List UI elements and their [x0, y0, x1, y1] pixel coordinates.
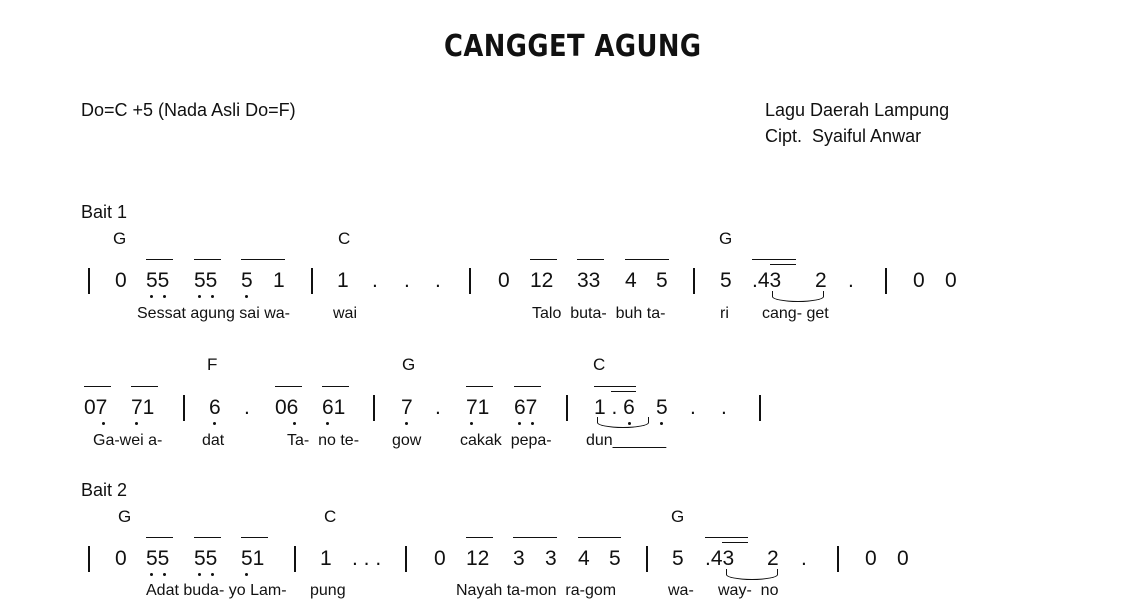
octave-dot: [531, 422, 534, 425]
beam: [625, 259, 669, 260]
lyric: cang- get: [762, 305, 829, 322]
note: 33: [577, 269, 601, 292]
lyric: Adat buda- yo Lam-: [146, 582, 287, 599]
note: 06: [275, 396, 299, 419]
beam: [514, 386, 541, 387]
octave-dot: [518, 422, 521, 425]
note: 0: [498, 269, 510, 292]
note: .: [435, 396, 441, 419]
note: 51: [241, 547, 265, 570]
barline: [88, 546, 90, 572]
barline: [294, 546, 296, 572]
octave-dot: [405, 422, 408, 425]
barline: [373, 395, 375, 421]
octave-dot: [163, 573, 166, 576]
note: .: [848, 269, 854, 292]
octave-dot: [150, 295, 153, 298]
note: 5: [656, 269, 668, 292]
chord: G: [118, 507, 132, 526]
chord: C: [324, 507, 337, 526]
slur: [772, 291, 824, 302]
beam: [705, 537, 748, 538]
note: 55: [194, 547, 218, 570]
note: 55: [146, 547, 170, 570]
chord: G: [113, 229, 127, 248]
chord: C: [338, 229, 351, 248]
song-origin: Lagu Daerah Lampung: [765, 100, 950, 120]
note: 4: [578, 547, 590, 570]
note: 12: [466, 547, 490, 570]
barline: [693, 268, 695, 294]
beam: [594, 386, 636, 387]
note: 2: [815, 269, 827, 292]
beam: [513, 537, 557, 538]
note: 55: [146, 269, 170, 292]
note: 12: [530, 269, 554, 292]
note: 61: [322, 396, 346, 419]
octave-dot: [163, 295, 166, 298]
note: 0: [913, 269, 925, 292]
beam: [466, 537, 493, 538]
note: 5: [672, 547, 684, 570]
octave-dot: [293, 422, 296, 425]
octave-dot: [198, 295, 201, 298]
lyric: wa-: [668, 582, 694, 599]
note: 5: [656, 396, 668, 419]
note: 0: [897, 547, 909, 570]
note: 6: [209, 396, 221, 419]
lyric: way- no: [718, 582, 779, 599]
barline: [183, 395, 185, 421]
verse-label: Bait 2: [81, 480, 128, 500]
note: 2: [767, 547, 779, 570]
note: .43: [705, 547, 735, 570]
lyric: dun______: [586, 432, 667, 449]
barline: [88, 268, 90, 294]
lyric: Ta- no te-: [287, 432, 360, 449]
beam: [752, 259, 796, 260]
slur: [597, 417, 649, 428]
chord: G: [719, 229, 733, 248]
barline: [311, 268, 313, 294]
slur: [726, 569, 778, 580]
barline: [759, 395, 761, 421]
barline: [885, 268, 887, 294]
note: . . .: [352, 547, 382, 570]
lyric: pung: [310, 582, 346, 599]
octave-dot: [211, 295, 214, 298]
beam: [146, 259, 173, 260]
lyric: Nayah ta-mon ra-gom: [456, 582, 617, 599]
note: 3: [513, 547, 525, 570]
chord: G: [402, 355, 416, 374]
verse-label: Bait 1: [81, 202, 128, 222]
barline: [646, 546, 648, 572]
note: 67: [514, 396, 538, 419]
note: .: [372, 269, 378, 292]
chord: G: [671, 507, 685, 526]
beam: [577, 259, 604, 260]
note: 1 . 6: [594, 396, 635, 419]
lyric: gow: [392, 432, 422, 449]
octave-dot: [326, 422, 329, 425]
lyric: dat: [202, 432, 225, 449]
note: .43: [752, 269, 782, 292]
note: 55: [194, 269, 218, 292]
note: .: [721, 396, 727, 419]
octave-dot: [211, 573, 214, 576]
note: 1: [337, 269, 349, 292]
note: 3: [545, 547, 557, 570]
note: .: [801, 547, 807, 570]
octave-dot: [135, 422, 138, 425]
lyric: Talo buta- buh ta-: [532, 305, 666, 322]
octave-dot: [470, 422, 473, 425]
lyric: Ga-wei a-: [93, 432, 163, 449]
beam: [194, 537, 221, 538]
beam: [275, 386, 302, 387]
lyric: cakak pepa-: [460, 432, 552, 449]
octave-dot: [150, 573, 153, 576]
note: 71: [131, 396, 155, 419]
note: 1: [320, 547, 332, 570]
beam: [194, 259, 221, 260]
note: 0: [865, 547, 877, 570]
beam: [131, 386, 158, 387]
note: 7: [401, 396, 413, 419]
note: 07: [84, 396, 108, 419]
note: 5: [241, 269, 253, 292]
octave-dot: [198, 573, 201, 576]
beam: [241, 259, 285, 260]
note: 0: [115, 547, 127, 570]
note: 1: [273, 269, 285, 292]
beam: [84, 386, 111, 387]
octave-dot: [102, 422, 105, 425]
chord: C: [593, 355, 606, 374]
note: 0: [945, 269, 957, 292]
lyric: ri: [720, 305, 729, 322]
note: .: [404, 269, 410, 292]
note: 5: [609, 547, 621, 570]
beam: [530, 259, 557, 260]
beam: [611, 391, 636, 392]
octave-dot: [213, 422, 216, 425]
beam: [770, 264, 796, 265]
note: .: [435, 269, 441, 292]
beam: [722, 542, 748, 543]
barline: [566, 395, 568, 421]
note: 4: [625, 269, 637, 292]
song-composer: Cipt. Syaiful Anwar: [765, 126, 922, 146]
beam: [466, 386, 493, 387]
song-title: CANGGET AGUNG: [444, 29, 702, 64]
beam: [241, 537, 268, 538]
lyric: Sessat agung sai wa-: [137, 305, 290, 322]
key-signature: Do=C +5 (Nada Asli Do=F): [81, 100, 296, 120]
note: 0: [434, 547, 446, 570]
octave-dot: [660, 422, 663, 425]
note: 71: [466, 396, 490, 419]
note: .: [690, 396, 696, 419]
octave-dot: [245, 573, 248, 576]
note: 5: [720, 269, 732, 292]
barline: [837, 546, 839, 572]
note: .: [244, 396, 250, 419]
beam: [146, 537, 173, 538]
chord: F: [207, 355, 218, 374]
lyric: wai: [333, 305, 358, 322]
barline: [469, 268, 471, 294]
note: 0: [115, 269, 127, 292]
beam: [322, 386, 349, 387]
barline: [405, 546, 407, 572]
beam: [578, 537, 621, 538]
octave-dot: [245, 295, 248, 298]
